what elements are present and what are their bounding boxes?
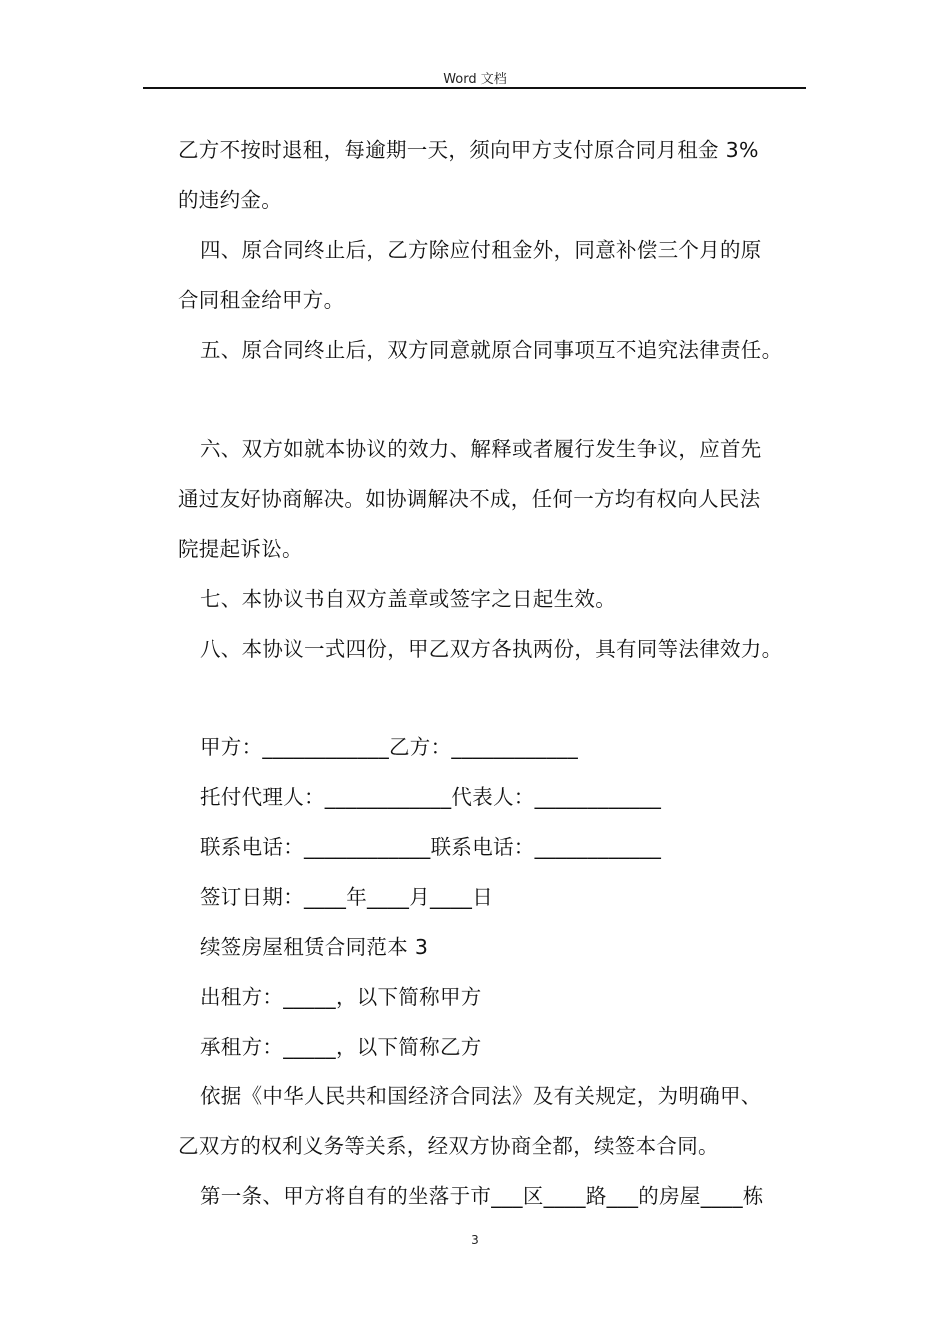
paragraph-line: 院提起诉讼。 <box>178 537 303 561</box>
paragraph-line: 乙方不按时退租，每逾期一天，须向甲方支付原合同月租金 3% <box>178 138 759 162</box>
paragraph-line: 六、双方如就本协议的效力、解释或者履行发生争议，应首先 <box>200 437 762 461</box>
header-title: Word 文档 <box>443 72 507 87</box>
paragraph-line: 五、原合同终止后，双方同意就原合同事项互不追究法律责任。 <box>200 338 783 362</box>
paragraph-line: 第一条、甲方将自有的坐落于市___区____路___的房屋____栋 <box>200 1184 764 1208</box>
paragraph-line: 出租方：_____，以下简称甲方 <box>200 985 482 1009</box>
paragraph-line: 合同租金给甲方。 <box>178 288 345 312</box>
signature-line: 托付代理人：____________代表人：____________ <box>200 785 662 809</box>
paragraph-line: 通过友好协商解决。如协调解决不成，任何一方均有权向人民法 <box>178 487 761 511</box>
header-rule <box>143 87 806 89</box>
section-title: 续签房屋租赁合同范本 3 <box>200 935 429 959</box>
page-number: 3 <box>471 1233 479 1247</box>
paragraph-line: 八、本协议一式四份，甲乙双方各执两份，具有同等法律效力。 <box>200 637 783 661</box>
paragraph-line: 四、原合同终止后，乙方除应付租金外，同意补偿三个月的原 <box>200 238 762 262</box>
paragraph-line: 七、本协议书自双方盖章或签字之日起生效。 <box>200 587 616 611</box>
paragraph-line: 承租方：_____，以下简称乙方 <box>200 1035 482 1059</box>
signature-line: 联系电话：____________联系电话：____________ <box>200 835 662 859</box>
paragraph-line: 依据《中华人民共和国经济合同法》及有关规定，为明确甲、 <box>200 1084 762 1108</box>
paragraph-line: 的违约金。 <box>178 188 282 212</box>
signature-line: 签订日期：____年____月____日 <box>200 885 493 909</box>
paragraph-line: 乙双方的权利义务等关系，经双方协商全都，续签本合同。 <box>178 1134 719 1158</box>
signature-line: 甲方：____________乙方：____________ <box>200 735 578 759</box>
